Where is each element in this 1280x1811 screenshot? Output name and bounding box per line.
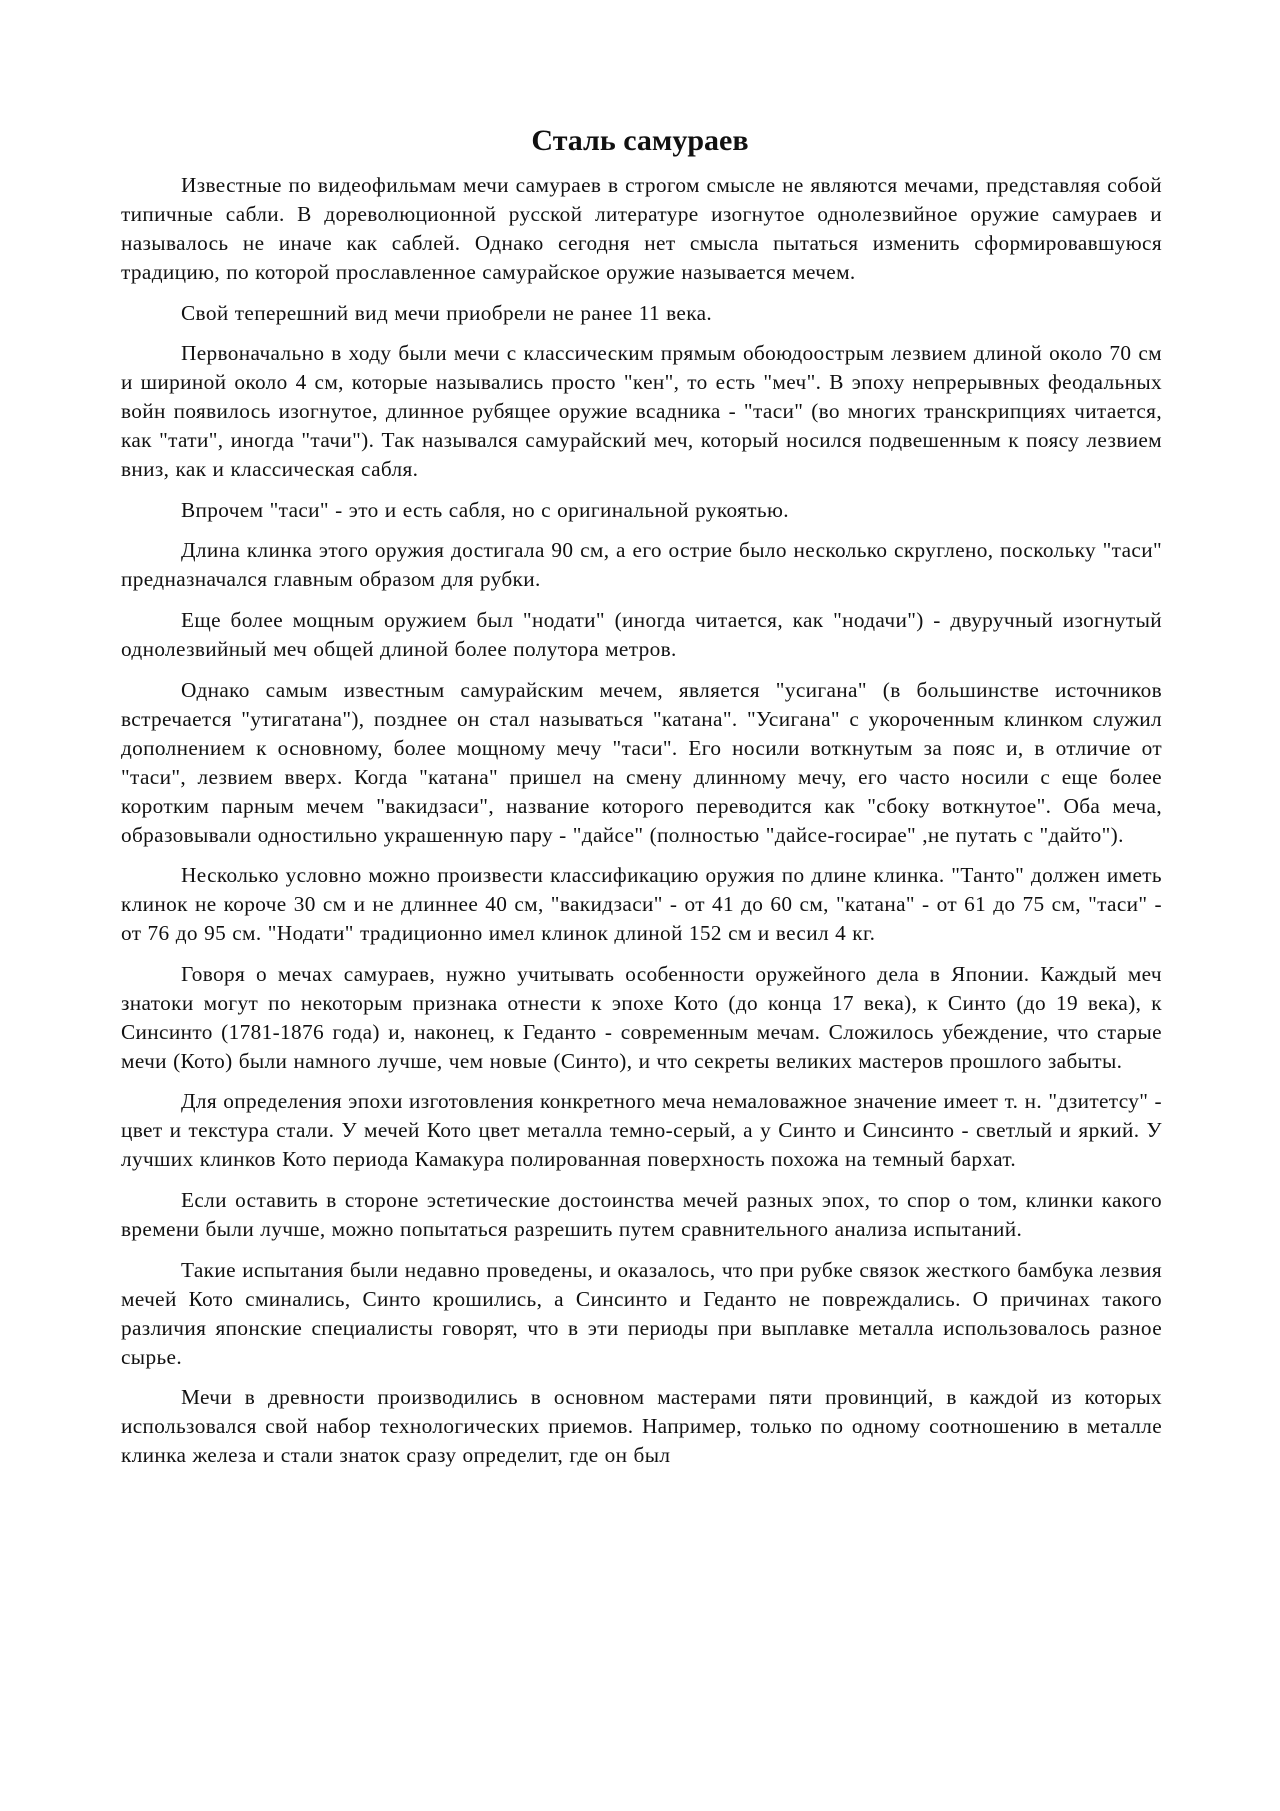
paragraph-9: Говоря о мечах самураев, нужно учитывать особенности оружейного дела в Японии. Каждый меч знатоки могут по некоторым признака отнести к эпохе Кото (до конца 17 века), к Синто (до 19 века), к Синсинто (1781-1876 года) и, наконец, к Геданто - современным мечам. Сложилось убеждение, что старые мечи (Кото) были намного лучше, чем новые (Синто), и что секреты великих мастеров прошлого забыты. — [121, 961, 1162, 1073]
paragraph-4: Впрочем "таси" - это и есть сабля, но с оригинальной рукоятью. — [181, 497, 789, 522]
paragraph-11: Если оставить в стороне эстетические достоинства мечей разных эпох, то спор о том, клинки какого времени были лучше, можно попытаться разрешить путем сравнительного анализа испытаний. — [121, 1187, 1162, 1241]
paragraph-5: Длина клинка этого оружия достигала 90 см, а его острие было несколько скруглено, поскольку "таси" предназначался главным образом для рубки. — [121, 538, 1162, 592]
document-title: Сталь самураев — [531, 124, 749, 157]
document-body — [121, 171, 1162, 1801]
paragraph-1: Известные по видеофильмам мечи самураев в строгом смысле не являются мечами, представляя собой типичные сабли. В дореволюционной русской литературе изогнутое однолезвийное оружие самураев и называлось не иначе как саблей. Однако сегодня нет смысла пытаться изменить сформировавшуюся традицию, по которой прославленное самурайское оружие называется мечем. — [121, 173, 1162, 284]
paragraph-2: Свой теперешний вид мечи приобрели не ранее 11 века. — [181, 300, 713, 325]
paragraph-6: Еще более мощным оружием был "нодати" (иногда читается, как "нодачи") - двуручный изогнутый однолезвийный меч общей длиной более полутора метров. — [121, 607, 1162, 661]
paragraph-13: Мечи в древности производились в основном мастерами пяти провинций, в каждой из которых использовался свой набор технологических приемов. Например, только по одному соотношению в металле клинка железа и стали знаток сразу определит, где он был — [121, 1385, 1162, 1468]
paragraph-7: Однако самым известным самурайским мечем, является "усигана" (в большинстве источников встречается "утигатана"), позднее он стал называться "катана". "Усигана" с укороченным клинком служил дополнением к основному, более мощному мечу "таси". Его носили воткнутым за пояс и, в отличие от "таси", лезвием вверх. Когда "катана" пришел на смену длинному мечу, его часто носили с еще более коротким парным мечем "вакидзаси", название которого переводится как "сбоку воткнутое". Оба меча, образовывали одностильно украшенную пару - "дайсе" (полностью "дайсе-госирае" ,не путать с "дайто"). — [121, 677, 1162, 847]
paragraph-8: Несколько условно можно произвести классификацию оружия по длине клинка. "Танто" должен иметь клинок не короче 30 см и не длиннее 40 см, "вакидзаси" - от 41 до 60 см, "катана" - от 61 до 75 см, "таси" - от 76 до 95 см. "Нодати" традиционно имел клинок длиной 152 см и весил 4 кг. — [121, 863, 1162, 946]
paragraph-3: Первоначально в ходу были мечи с классическим прямым обоюдоострым лезвием длиной около 70 см и шириной около 4 см, которые назывались просто "кен", то есть "меч". В эпоху непрерывных феодальных войн появилось изогнутое, длинное рубящее оружие всадника - "таси" (во многих транскрипциях читается, как "тати", иногда "тачи"). Так назывался самурайский меч, который носился подвешенным к поясу лезвием вниз, как и классическая сабля. — [121, 341, 1162, 482]
paragraph-10: Для определения эпохи изготовления конкретного меча немаловажное значение имеет т. н. "дзитетсу" - цвет и текстура стали. У мечей Кото цвет металла темно-серый, а у Синто и Синсинто - светлый и яркий. У лучших клинков Кото периода Камакура полированная поверхность похожа на темный бархат. — [121, 1089, 1162, 1172]
paragraph-12: Такие испытания были недавно проведены, и оказалось, что при рубке связок жесткого бамбука лезвия мечей Кото сминались, Синто крошились, а Синсинто и Геданто не повреждались. О причинах такого различия японские специалисты говорят, что в эти периоды при выплавке металла использовалось разное сырье. — [121, 1257, 1162, 1369]
